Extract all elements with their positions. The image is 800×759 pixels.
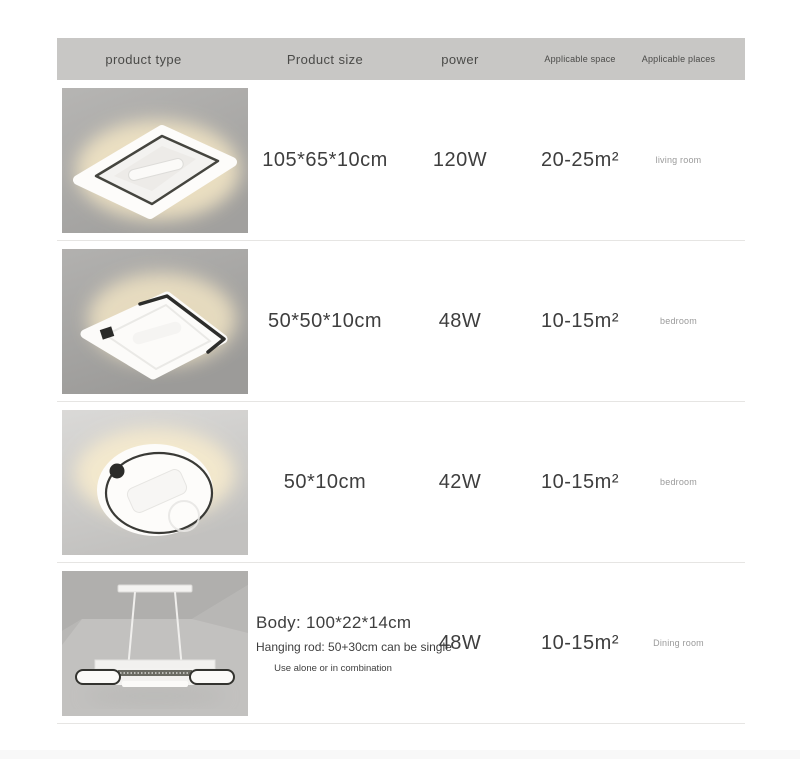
- square-ceiling-lamp-icon: [62, 249, 248, 394]
- size-value: 50*50*10cm: [268, 309, 382, 332]
- linear-pendant-lamp-icon: [62, 571, 248, 716]
- header-applicable-space: Applicable space: [544, 54, 616, 64]
- power-value: 48W: [438, 309, 482, 332]
- table-row: [57, 241, 745, 402]
- header-product-type: product type: [105, 51, 182, 67]
- product-spec-table: [57, 38, 745, 724]
- size-body-value: Body: 100*22*14cm: [256, 612, 412, 632]
- place-value: bedroom: [660, 477, 697, 487]
- size-usage-note: Use alone or in combination: [274, 662, 392, 674]
- size-value: 50*10cm: [283, 470, 367, 493]
- header-product-size: Product size: [286, 51, 364, 67]
- header-power: power: [441, 51, 479, 67]
- size-detail-block: [250, 612, 452, 674]
- power-value: 48W: [438, 631, 482, 654]
- place-value: living room: [655, 155, 702, 165]
- round-ceiling-lamp-icon: [62, 410, 248, 555]
- space-value: 10-15m²: [541, 631, 619, 654]
- size-value: 105*65*10cm: [262, 148, 388, 171]
- round-ceiling-lamp-image: [62, 410, 248, 555]
- table-row: [57, 402, 745, 563]
- rectangular-ceiling-lamp-image: [62, 88, 248, 233]
- place-value: Dining room: [653, 638, 704, 648]
- rectangular-ceiling-lamp-icon: [62, 88, 248, 233]
- space-value: 10-15m²: [541, 470, 619, 493]
- linear-pendant-lamp-image: [62, 571, 248, 716]
- power-value: 42W: [438, 470, 482, 493]
- table-row: [57, 80, 745, 241]
- table-row: [57, 563, 745, 724]
- table-header: [57, 38, 745, 80]
- space-value: 20-25m²: [541, 148, 619, 171]
- bottom-band: [0, 750, 800, 759]
- place-value: bedroom: [660, 316, 697, 326]
- power-value: 120W: [432, 148, 488, 171]
- space-value: 10-15m²: [541, 309, 619, 332]
- size-hanging-rod-value: Hanging rod: 50+30cm can be single: [256, 639, 452, 654]
- square-ceiling-lamp-image: [62, 249, 248, 394]
- header-applicable-places: Applicable places: [641, 54, 716, 64]
